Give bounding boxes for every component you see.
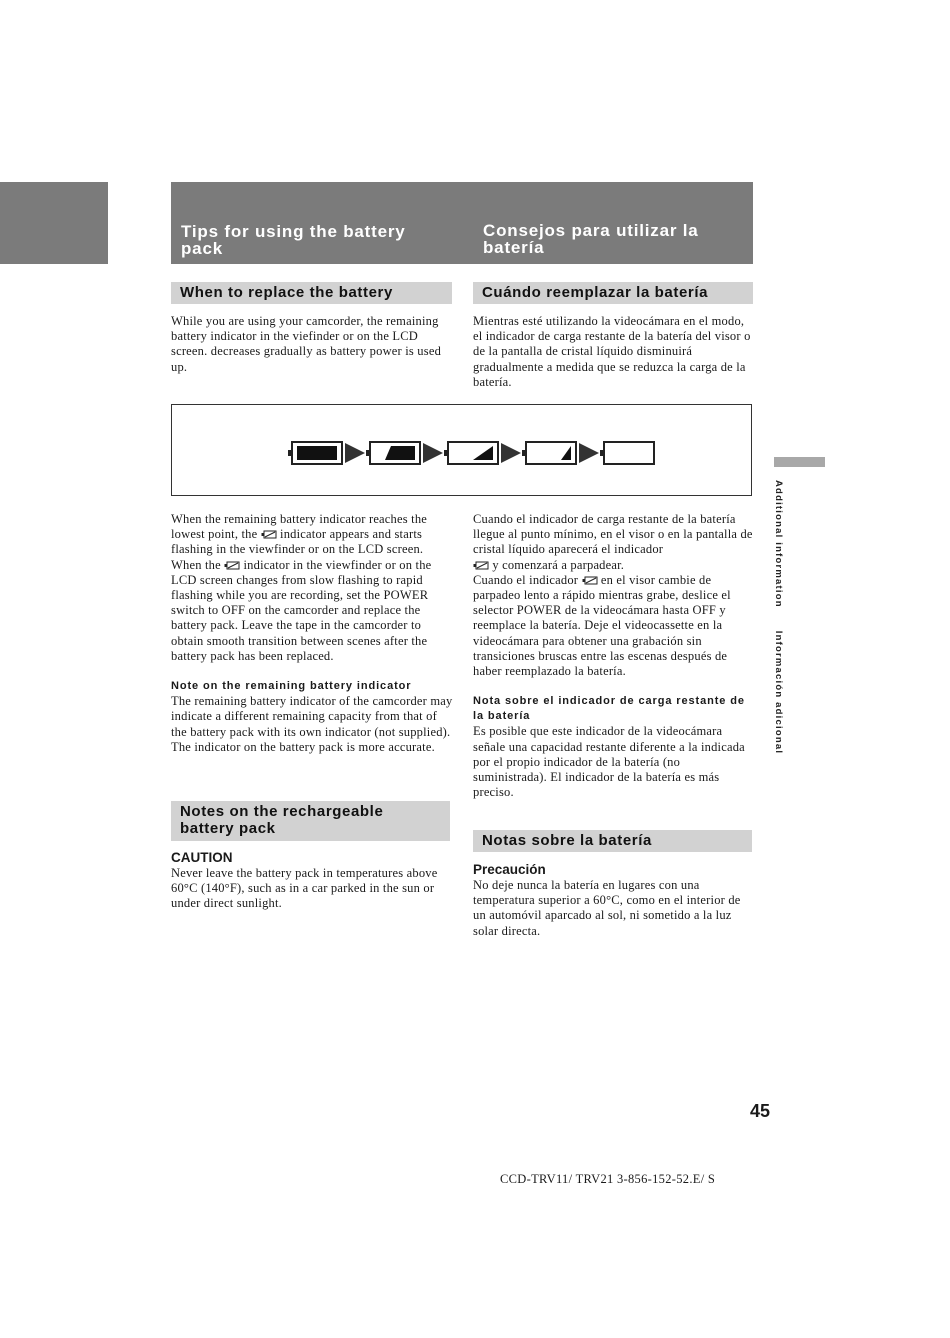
battery-fill: [473, 446, 493, 460]
low-battery-icon: [261, 530, 277, 539]
low-battery-icon: [473, 561, 489, 570]
battery-level-0: [288, 442, 342, 464]
caution-heading-en: CAUTION: [171, 850, 233, 865]
section-side-tab: [774, 457, 825, 467]
battery-fill: [297, 446, 337, 460]
low-battery-icon: [224, 561, 240, 570]
battery-fill: [385, 446, 415, 460]
note-heading-es: Nota sobre el indicador de carga restante de la batería: [473, 695, 745, 723]
side-label-es: Información adicional: [773, 630, 784, 755]
indicator-text-en: When the remaining battery indicator reaches the lowest point, the indicator appears and starts flashing in the viewfinder or on the LCD screen. When the indicator in the viewfinder or on the LCD screen changes from slow flashing to rapid flashing while you are recording, set the POWER switch to OFF on the camcorder and replace the battery pack. Leave the tape in the camcorder to obtain smooth transition between scenes after the battery pack has been replaced.: [171, 512, 432, 663]
heading-rechargeable-es: Notas sobre la batería: [473, 830, 752, 852]
page-title-es: Consejos para utilizar la batería: [483, 221, 699, 257]
note-heading-en: Note on the remaining battery indicator: [171, 680, 412, 692]
intro-text-en: While you are using your camcorder, the remaining battery indicator in the viefinder or on the LCD screen. decreases gradually as battery power is used up.: [171, 314, 442, 374]
caution-text-es: No deje nunca la batería en lugares con una temperatura superior a 60°C, como en el interior de un automóvil aparcado al sol, ni sometido a la luz solar directa.: [473, 878, 741, 938]
heading-rechargeable-en: Notes on the rechargeable battery pack: [171, 801, 450, 841]
battery-level-2: [444, 442, 498, 464]
heading-when-to-replace-en: When to replace the battery: [171, 282, 452, 304]
indicator-text-es: Cuando el indicador de carga restante de la batería llegue al punto mínimo, en el visor o en la pantalla de cristal líquido aparecerá el indicador y comenzará a parpadear. Cuando el indicador en el visor cambie de parpadeo lento a rápido mientras grabe, deslice el selector POWER de la videocámara hasta OFF y reemplace la batería. Deje el videocassette en la videocámara para obtener una grabación sin transiciones bruscas entre las escenas después de haber reemplazado la batería.: [473, 512, 753, 679]
heading-when-to-replace-es: Cuándo reemplazar la batería: [473, 282, 753, 304]
battery-outline: [604, 442, 654, 464]
battery-level-diagram: [172, 405, 751, 495]
low-battery-icon: [582, 576, 598, 585]
note-en: [171, 679, 453, 755]
title-bar: [171, 182, 753, 264]
battery-fill: [561, 446, 571, 460]
note-text-es: Es posible que este indicador de la videocámara señale una capacidad restante diferente a la indicada por el propio indicador de la batería (no suministrada). El indicador de la batería es más preciso.: [473, 724, 745, 800]
intro-text-es: Mientras esté utilizando la videocámara en el modo, el indicador de carga restante de la batería del visor o de la pantalla de cristal líquido disminuirá gradualmente a medida que se reduzca la carga de la batería.: [473, 314, 751, 389]
battery-indicator-figure: [171, 404, 752, 496]
left-margin-tab: [0, 182, 108, 264]
side-section-label: [772, 480, 784, 755]
page-title-en: Tips for using the battery pack: [181, 222, 406, 258]
battery-level-1: [366, 442, 420, 464]
battery-level-3: [522, 442, 576, 464]
side-label-en: Additional information: [773, 480, 784, 608]
battery-level-4: [600, 442, 654, 464]
caution-heading-es: Precaución: [473, 862, 546, 877]
caution-text-en: Never leave the battery pack in temperatures above 60°C (140°F), such as in a car parked in the sun or under direct sunlight.: [171, 866, 438, 911]
footer-model-code: CCD-TRV11/ TRV21 3-856-152-52.E/ S: [500, 1172, 716, 1186]
page-number: 45: [750, 1101, 771, 1121]
note-es: [473, 694, 755, 800]
note-text-en: The remaining battery indicator of the camcorder may indicate a different remaining capacity from that of the battery pack with its own indicator (not supplied). The indicator on the battery pack is more accurate.: [171, 694, 453, 754]
